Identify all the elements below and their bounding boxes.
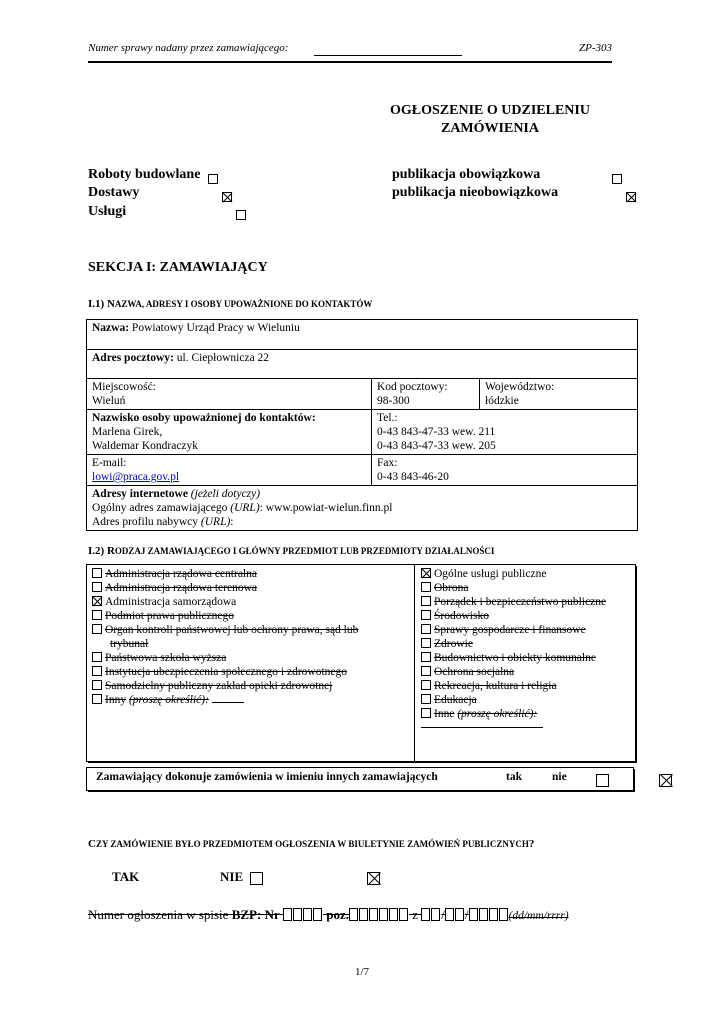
postal-label: Kod pocztowy:: [377, 381, 448, 393]
option-label: Administracja rządowa centralna: [105, 568, 257, 580]
option-regional-admin: [92, 581, 358, 595]
bzp-poz-slots[interactable]: [349, 907, 409, 922]
order-type-supplies: [88, 185, 139, 201]
option-label: trybunał: [110, 638, 149, 650]
checkbox[interactable]: [421, 666, 431, 676]
i1-prefix: I.1) N: [88, 298, 115, 310]
date-separator: /: [464, 907, 469, 922]
email-label: E-mail:: [92, 457, 127, 469]
title-line-1: OGŁOSZENIE O UDZIELENIU: [390, 103, 590, 118]
option-label: Ochrona socjalna: [434, 666, 515, 678]
contact-person-label: Nazwisko osoby upoważnionej do kontaktów:: [92, 412, 316, 424]
order-type-works: [88, 167, 200, 183]
checkbox[interactable]: [421, 568, 431, 578]
i2-prefix: I.2) R: [88, 545, 115, 557]
name-cell: [87, 320, 638, 350]
checkbox-bzp-yes[interactable]: [250, 872, 263, 885]
checkbox[interactable]: [421, 680, 431, 690]
address-value: ul. Ciepłownicza 22: [176, 352, 270, 364]
bzp-question-text: ZY ZAMÓWIENIE BYŁO PRZEDMIOTEM OGŁOSZENIA W BIULETYNIE ZAMÓWIEŃ PUBLICZNYCH: [95, 839, 529, 849]
option-social: [421, 665, 606, 679]
bzp-yes-label: TAK: [112, 869, 140, 884]
checkbox-joint-no[interactable]: [659, 774, 672, 787]
postal-value: 98-300: [377, 395, 410, 407]
contact-person: Waldemar Kondraczyk: [92, 440, 199, 452]
bzp-label: BZP: [231, 907, 257, 922]
checkbox[interactable]: [92, 610, 102, 620]
option-label: Edukacja: [434, 694, 477, 706]
option-central-admin: [92, 567, 358, 581]
joint-yes-label: tak: [506, 771, 522, 783]
checkbox[interactable]: [92, 568, 102, 578]
option-label: Ogólne usługi publiczne: [434, 568, 547, 580]
publication-label: publikacja obowiązkowa: [392, 167, 541, 182]
url-hint: (URL): [230, 502, 260, 514]
fax-value: 0-43 843-46-20: [377, 471, 449, 483]
publication-mandatory: [392, 167, 540, 183]
option-label: Zdrowie: [434, 638, 473, 650]
option-label: Sprawy gospodarcze i finansowe: [434, 624, 586, 636]
checkbox-supplies[interactable]: [222, 192, 232, 202]
checkbox[interactable]: [92, 624, 102, 634]
fax-label: Fax:: [377, 457, 398, 469]
checkbox-publication-optional[interactable]: [626, 192, 636, 202]
checkbox-joint-yes[interactable]: [596, 774, 609, 787]
option-public-order: [421, 595, 606, 609]
option-education: [421, 693, 606, 707]
address-cell: [87, 350, 638, 379]
title-line-2: ZAMÓWIENIA: [440, 121, 539, 136]
option-label: Budownictwo i obiekty komunalne: [434, 652, 596, 664]
contact-person-cell: [87, 410, 372, 455]
city-label: Miejscowość:: [92, 381, 156, 393]
option-hint: (proszę określić):: [128, 694, 209, 706]
option-defence: [421, 581, 606, 595]
contact-table: [86, 319, 638, 531]
buyer-profile-colon: :: [230, 516, 234, 528]
checkbox[interactable]: [92, 666, 102, 676]
checkbox[interactable]: [92, 596, 102, 606]
other-right-input[interactable]: [421, 727, 543, 728]
option-economic: [421, 623, 606, 637]
option-insurance: [92, 665, 358, 679]
option-label: Porządek i bezpieczeństwo publiczne: [434, 596, 607, 608]
bzp-date-from-label: z: [412, 907, 419, 922]
option-label: Rekreacja, kultura i religia: [434, 680, 557, 692]
checkbox[interactable]: [421, 624, 431, 634]
option-environment: [421, 609, 606, 623]
url-hint: (URL): [200, 516, 231, 528]
option-label: Podmiot prawa publicznego: [105, 610, 235, 622]
checkbox[interactable]: [92, 680, 102, 690]
option-label: Inny: [105, 694, 127, 706]
checkbox[interactable]: [92, 694, 102, 704]
bzp-year-slots[interactable]: [469, 907, 509, 922]
option-label: Administracja samorządowa: [105, 596, 237, 608]
checkbox[interactable]: [421, 652, 431, 662]
checkbox[interactable]: [92, 582, 102, 592]
general-address-value: : www.powiat-wielun.finn.pl: [259, 502, 393, 514]
bzp-number-row: [88, 907, 569, 923]
checkbox[interactable]: [421, 596, 431, 606]
address-label: Adres pocztowy:: [92, 352, 174, 364]
publication-optional: [392, 185, 558, 201]
order-type-services: [88, 204, 126, 220]
bzp-nr-label: : Nr: [257, 907, 280, 922]
bzp-number-label: Numer ogłoszenia w spisie: [88, 907, 229, 922]
voivodeship-label: Województwo:: [485, 381, 555, 393]
checkbox-works[interactable]: [208, 174, 218, 184]
phone-cell: [372, 410, 638, 455]
checkbox[interactable]: [421, 708, 431, 718]
section-1-title: SEKCJA I: ZAMAWIAJĄCY: [88, 260, 268, 275]
name-value: Powiatowy Urząd Pracy w Wieluniu: [131, 322, 300, 334]
i1-heading-text: AZWA, ADRESY I OSOBY UPOWAŻNIONE DO KONTAKTÓW: [114, 299, 373, 309]
voivodeship-value: łódzkie: [485, 395, 519, 407]
name-label: Nazwa:: [92, 322, 130, 334]
option-label: Środowisko: [434, 610, 489, 622]
option-label: Samodzielny publiczny zakład opieki zdrowotnej: [105, 680, 333, 692]
checkbox[interactable]: [421, 638, 431, 648]
buyer-profile-label: Adres profilu nabywcy: [92, 516, 199, 528]
order-type-label: Roboty budowlane: [88, 167, 201, 182]
bzp-day-slots[interactable]: [421, 907, 441, 922]
header-rule: [88, 61, 612, 63]
checkbox[interactable]: [421, 582, 431, 592]
document-title: [340, 102, 640, 138]
i2-heading-text: ODZAJ ZAMAWIAJĄCEGO I GŁÓWNY PRZEDMIOT LUB PRZEDMIOTY DZIAŁALNOŚCI: [114, 546, 495, 556]
checkbox-services[interactable]: [236, 210, 246, 220]
option-label: Instytucja ubezpieczenia społecznego i zdrowotnego: [105, 666, 348, 678]
joint-procurement-text: Zamawiający dokonuje zamówienia w imieniu innych zamawiających: [96, 771, 438, 783]
option-healthcare: [92, 679, 358, 693]
option-label: Obrona: [434, 582, 469, 594]
phone-value: 0-43 843-47-33 wew. 205: [377, 440, 496, 452]
option-recreation: [421, 679, 606, 693]
page-number: 1/7: [354, 966, 370, 978]
general-address-row: [92, 501, 632, 515]
postal-cell: [372, 379, 480, 410]
option-health: [421, 637, 606, 651]
option-label: Inne: [434, 708, 455, 720]
checkbox[interactable]: [421, 610, 431, 620]
general-address-label: Ogólny adres zamawiającego: [92, 502, 228, 514]
option-university: [92, 651, 358, 665]
contact-person: Marlena Girek,: [92, 426, 163, 438]
internet-heading: [92, 487, 632, 501]
option-label: Państwowa szkoła wyższa: [105, 652, 227, 664]
publication-label: publikacja nieobowiązkowa: [392, 185, 559, 200]
option-other-right: [421, 707, 606, 721]
joint-no-label: nie: [552, 771, 567, 783]
other-left-input[interactable]: [212, 702, 244, 703]
checkbox-bzp-no[interactable]: [367, 872, 380, 885]
entity-type-right-list: [421, 567, 606, 728]
option-housing: [421, 651, 606, 665]
form-code: ZP-303: [579, 42, 612, 54]
option-local-admin: [92, 595, 358, 609]
fax-cell: [372, 455, 638, 486]
city-cell: [87, 379, 372, 410]
i2-heading: [88, 545, 494, 557]
internet-cell: [87, 486, 638, 531]
order-type-label: Dostawy: [88, 185, 140, 200]
email-link[interactable]: lowi@praca.gov.pl: [92, 471, 180, 483]
bzp-no-label: NIE: [220, 869, 244, 884]
internet-label: Adresy internetowe: [92, 488, 188, 500]
option-general-services: [421, 567, 606, 581]
city-value: Wieluń: [92, 395, 126, 407]
checkbox[interactable]: [421, 694, 431, 704]
order-type-label: Usługi: [88, 204, 127, 219]
bzp-question-prefix: C: [88, 838, 96, 850]
bzp-month-slots[interactable]: [445, 907, 465, 922]
internet-hint: (jeżeli dotyczy): [190, 488, 261, 500]
entity-type-left-list: [92, 567, 358, 707]
email-cell: [87, 455, 372, 486]
case-number-label: Numer sprawy nadany przez zamawiającego:: [88, 42, 289, 54]
option-label: Administracja rządowa terenowa: [105, 582, 257, 594]
option-hint: (proszę określić):: [457, 708, 538, 720]
bzp-nr-slots[interactable]: [283, 907, 323, 922]
bzp-poz-label: poz.: [326, 907, 349, 922]
bzp-question: [88, 838, 534, 850]
option-state-control: [92, 623, 358, 637]
i1-heading: [88, 298, 372, 310]
bzp-date-hint: (dd/mm/rrrr): [508, 910, 569, 922]
option-label: Organ kontroli państwowej lub ochrony prawa, sąd lub: [105, 624, 359, 636]
phone-value: 0-43 843-47-33 wew. 211: [377, 426, 496, 438]
checkbox[interactable]: [92, 652, 102, 662]
option-other-left: [92, 693, 358, 707]
buyer-profile-row: [92, 515, 632, 529]
bzp-question-mark: ?: [528, 838, 535, 850]
date-separator: /: [441, 907, 445, 922]
checkbox-publication-mandatory[interactable]: [612, 174, 622, 184]
option-state-control-cont: [92, 637, 358, 651]
case-number-blank[interactable]: [314, 55, 462, 56]
phone-label: Tel.:: [377, 412, 398, 424]
option-public-law: [92, 609, 358, 623]
voivodeship-cell: [480, 379, 638, 410]
